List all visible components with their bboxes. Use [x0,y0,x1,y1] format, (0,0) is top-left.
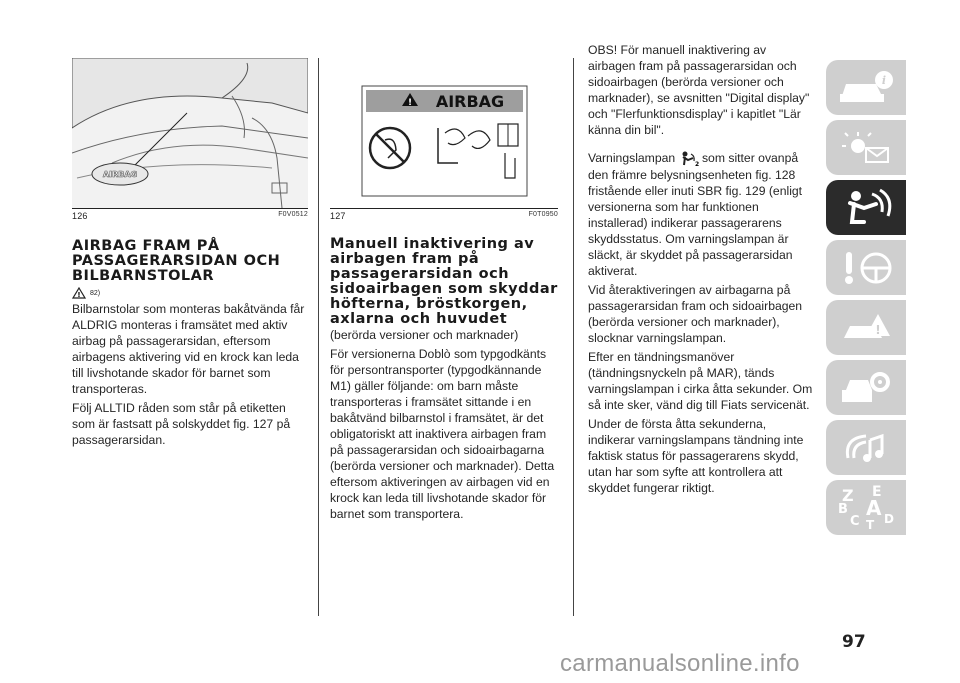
column-1 [72,58,308,451]
figure-number: 127 [330,211,346,221]
figure-126 [72,58,308,209]
column-divider [318,58,319,616]
airbag-warning-label-illustration [330,58,558,208]
svg-text:2: 2 [694,160,699,167]
tab-safety[interactable] [826,180,906,235]
paragraph: OBS! För manuell inaktivering av airbagen fram på passagerarsidan och sidoairbagen (berörda versioner och marknader), se avsnitten "Digital display" och "Flerfunktionsdisplay" i kapitlet "Lär känna din bil". [588,43,810,137]
subheading: (berörda versioner och marknader) [330,328,519,342]
figure-caption [72,211,308,221]
multimedia-icon [836,428,896,468]
section-heading: Manuell inaktivering av airbagen fram på passagerarsidan och sidoairbagen som skyddar höfterna, bröstkorgen, axlarna och huvudet [330,236,558,327]
column-3 [588,42,816,499]
paragraph: Under de första åtta sekunderna, indikerar varningslampans tändning inte faktisk status för passagerarens skydd, utan har som syfte att kontrollera att skyddet fungerar riktigt. [588,416,804,495]
page-number: 97 [842,632,866,652]
label-title: AIRBAG [435,92,505,111]
index-letter: T [866,517,875,532]
tab-multimedia[interactable] [826,420,906,475]
watermark: carmanualsonline.info [560,650,800,677]
index-letter: Z [842,485,854,505]
index-letter: E [872,483,882,500]
maintenance-icon [836,368,896,408]
tab-warning-lights[interactable] [826,120,906,175]
svg-text:!: ! [77,291,81,299]
index-letter: D [884,511,894,526]
tab-maintenance[interactable] [826,360,906,415]
section-heading: AIRBAG FRAM PÅ PASSAGERARSIDAN OCH BILBARNSTOLAR [72,238,281,284]
warning-triangle-icon [72,287,86,299]
figure-127 [330,58,558,209]
safety-airbag-icon [836,186,896,230]
paragraph: Efter en tändningsmanöver (tändningsnyckeln på MAR), tänds varningslampan i cirka åtta sekunder. Om så inte sker, vänd dig till Fiats servicenät. [588,349,813,412]
tab-emergency[interactable] [826,300,906,355]
warning-reference [72,287,308,299]
figure-number: 126 [72,211,88,221]
airbag-marking: AIRBAG [102,170,138,179]
paragraph [588,150,816,279]
index-icon [836,483,896,532]
index-letter: C [850,513,860,529]
paragraph: Följ ALLTID råden som står på etiketten som är fastsatt på solskyddet fig. 127 på passagerarsidan. [72,401,291,447]
warning-ref-number: 82) [90,289,101,297]
figure-caption [330,211,558,221]
warning-lights-icon [836,128,896,168]
chapter-sidebar [826,60,908,540]
index-letter: B [838,501,848,517]
text-segment: som sitter ovanpå den främre belysningsenheten fig. 128 fristående eller inuti SBR fig. 129 (enligt versionerna som har funktionen installerad) indikerar passagerarens skyddsstatus. Om varningslampan är släckt, är skyddet på passagerarsidan aktiverat. [588,151,803,278]
figure-code: F0V0512 [278,211,308,218]
svg-text:!: ! [407,98,413,108]
column-divider [573,58,574,616]
tab-driving[interactable] [826,240,906,295]
svg-text:!: ! [875,322,881,337]
svg-text:i: i [881,73,887,87]
emergency-icon [836,308,896,348]
paragraph: För versionerna Doblò som typgodkänts för persontransporter (typgodkännande M1) gäller följande: om barn måste transporteras i framsätet sittande i en bakåtvänd bilbarnstol i framsätet, är det obligatoriskt att inaktivera airbagen fram på passagerarsidan och sidoairbagarna (berörda versioner och marknader). Detta eftersom aktiveringen av airbagen vid en krock kan leda till livshotande skador för barnet som transportera. [330,347,555,521]
column-2 [330,58,558,525]
driving-wheel-icon [836,248,896,288]
passenger-airbag-off-icon [679,151,699,167]
text-segment: Varningslampan [588,151,676,165]
car-info-icon [836,68,896,108]
paragraph: Vid återaktiveringen av airbagarna på passagerarsidan fram och sidoairbagen (berörda versioner och marknader), slocknar varningslampan. [588,282,803,345]
tab-index[interactable] [826,480,906,535]
index-letter: A [866,495,882,520]
dashboard-airbag-illustration [72,58,308,208]
tab-car-info[interactable] [826,60,906,115]
figure-code: F0T0950 [528,211,558,218]
paragraph: Bilbarnstolar som monteras bakåtvända får ALDRIG monteras i framsätet med aktiv airbag på passagerarsidan, eftersom airbagens aktivering vid en krock kan leda till livshotande skador för barnet som transporteras. [72,302,305,396]
